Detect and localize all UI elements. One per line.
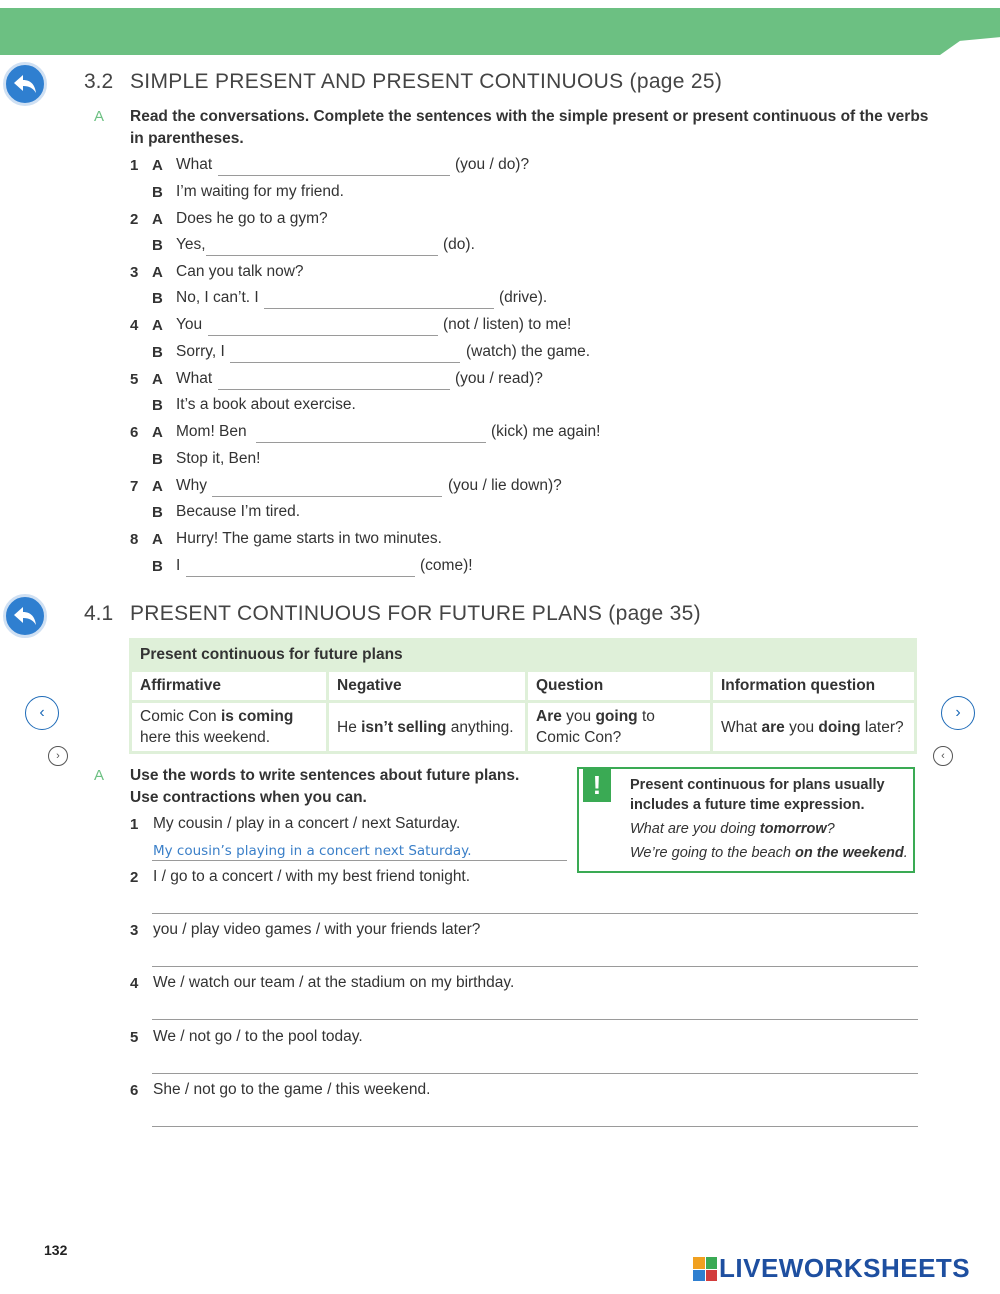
answer-blank[interactable] xyxy=(208,335,438,336)
table-cell-affirmative: Comic Con is coming here this weekend. xyxy=(132,703,326,751)
answer-line xyxy=(152,860,567,861)
line-text: Sorry, I xyxy=(176,343,225,360)
answer-line[interactable] xyxy=(152,1019,918,1020)
line-text: (come)! xyxy=(420,557,473,574)
speaker-a: A xyxy=(152,264,163,281)
prompt-text: We / not go / to the pool today. xyxy=(153,1028,363,1045)
speaker-b: B xyxy=(152,237,163,254)
exclamation-icon: ! xyxy=(583,768,611,802)
tip-example: What are you doing tomorrow? xyxy=(630,821,835,837)
item-number: 5 xyxy=(130,371,139,388)
item-number: 1 xyxy=(130,816,139,833)
section-number: 4.1 xyxy=(84,602,114,625)
answer-blank[interactable] xyxy=(212,496,442,497)
answer-blank[interactable] xyxy=(256,442,486,443)
exercise-letter: A xyxy=(94,767,105,784)
item-number: 7 xyxy=(130,478,139,495)
line-text: Why xyxy=(176,477,207,494)
answer-line[interactable] xyxy=(152,1073,918,1074)
answer-blank[interactable] xyxy=(206,255,438,256)
item-number: 3 xyxy=(130,922,139,939)
instruction: Use contractions when you can. xyxy=(130,789,367,806)
speaker-b: B xyxy=(152,397,163,414)
table-cell-negative: He isn’t selling anything. xyxy=(329,703,525,751)
line-text: (watch) the game. xyxy=(466,343,591,360)
exercise-letter: A xyxy=(94,108,105,125)
instruction: Use the words to write sentences about future plans. xyxy=(130,767,520,784)
item-number: 1 xyxy=(130,157,139,174)
prompt-text: We / watch our team / at the stadium on my birthday. xyxy=(153,974,515,991)
item-number: 4 xyxy=(130,317,139,334)
page-number: 132 xyxy=(44,1242,68,1258)
line-text: Because I’m tired. xyxy=(176,503,301,520)
line-text: (not / listen) to me! xyxy=(443,316,572,333)
section-number: 3.2 xyxy=(84,70,114,93)
speaker-b: B xyxy=(152,558,163,575)
speaker-b: B xyxy=(152,290,163,307)
item-number: 2 xyxy=(130,869,139,886)
answer-line[interactable] xyxy=(152,966,918,967)
line-text: Stop it, Ben! xyxy=(176,450,261,467)
line-text: I’m waiting for my friend. xyxy=(176,183,344,200)
line-text: I xyxy=(176,557,181,574)
speaker-b: B xyxy=(152,504,163,521)
table-cell-question: Are you going to Comic Con? xyxy=(528,703,710,751)
section-title: PRESENT CONTINUOUS FOR FUTURE PLANS (page 35) xyxy=(130,602,701,625)
speaker-b: B xyxy=(152,344,163,361)
speaker-b: B xyxy=(152,184,163,201)
line-text: Does he go to a gym? xyxy=(176,210,328,227)
speaker-a: A xyxy=(152,531,163,548)
line-text: (kick) me again! xyxy=(491,423,601,440)
item-number: 4 xyxy=(130,975,139,992)
line-text: It’s a book about exercise. xyxy=(176,396,356,413)
tip-example: We’re going to the beach on the weekend. xyxy=(630,845,908,861)
brand-name: LIVEWORKSHEETS xyxy=(719,1253,971,1283)
line-text: (you / do)? xyxy=(455,156,530,173)
speaker-b: B xyxy=(152,451,163,468)
line-text: Hurry! The game starts in two minutes. xyxy=(176,530,442,547)
speaker-a: A xyxy=(152,371,163,388)
speaker-a: A xyxy=(152,424,163,441)
answer-blank[interactable] xyxy=(218,389,450,390)
answer-blank[interactable] xyxy=(186,576,415,577)
table-cell-info-question: What are you doing later? xyxy=(713,703,914,751)
line-text: Mom! Ben xyxy=(176,423,247,440)
line-text: (you / lie down)? xyxy=(448,477,562,494)
tip-heading: includes a future time expression. xyxy=(630,797,865,813)
item-number: 8 xyxy=(130,531,139,548)
item-number: 5 xyxy=(130,1029,139,1046)
line-text: What xyxy=(176,370,213,387)
line-text: (do). xyxy=(443,236,475,253)
prompt-text: you / play video games / with your friends later? xyxy=(153,921,481,938)
speaker-a: A xyxy=(152,317,163,334)
speaker-a: A xyxy=(152,211,163,228)
chevron-left-icon[interactable]: ‹ xyxy=(25,696,59,730)
back-arrow-icon[interactable] xyxy=(3,62,47,106)
table-header: Information question xyxy=(713,672,914,700)
line-text: (you / read)? xyxy=(455,370,543,387)
back-arrow-icon[interactable] xyxy=(3,594,47,638)
speaker-a: A xyxy=(152,478,163,495)
grammar-table xyxy=(129,638,917,754)
line-text: What xyxy=(176,156,213,173)
item-number: 6 xyxy=(130,424,139,441)
line-text: Yes, xyxy=(176,236,206,253)
chevron-left-icon[interactable]: ‹ xyxy=(933,746,953,766)
line-text: No, I can’t. I xyxy=(176,289,259,306)
item-number: 3 xyxy=(130,264,139,281)
line-text: (drive). xyxy=(499,289,548,306)
prompt-text: I / go to a concert / with my best friend tonight. xyxy=(153,868,471,885)
item-number: 2 xyxy=(130,211,139,228)
header-bar xyxy=(0,8,1000,55)
chevron-right-icon[interactable]: › xyxy=(48,746,68,766)
answer-line[interactable] xyxy=(152,913,918,914)
section-title: SIMPLE PRESENT AND PRESENT CONTINUOUS (page 25) xyxy=(130,70,723,93)
answer-blank[interactable] xyxy=(264,308,494,309)
prompt-text: My cousin / play in a concert / next Saturday. xyxy=(153,815,461,832)
answer-blank[interactable] xyxy=(218,175,450,176)
chevron-right-icon[interactable]: › xyxy=(941,696,975,730)
table-header: Negative xyxy=(329,672,525,700)
item-number: 6 xyxy=(130,1082,139,1099)
liveworksheets-logo-icon xyxy=(693,1257,717,1281)
example-answer: My cousin’s playing in a concert next Saturday. xyxy=(153,843,472,859)
line-text: Can you talk now? xyxy=(176,263,304,280)
answer-line[interactable] xyxy=(152,1126,918,1127)
prompt-text: She / not go to the game / this weekend. xyxy=(153,1081,431,1098)
table-caption: Present continuous for future plans xyxy=(132,641,914,669)
line-text: You xyxy=(176,316,203,333)
table-header: Question xyxy=(528,672,710,700)
table-header: Affirmative xyxy=(132,672,326,700)
speaker-a: A xyxy=(152,157,163,174)
instruction: Read the conversations. Complete the sentences with the simple present or present continuous of the verbs in parentheses. xyxy=(130,108,929,147)
answer-blank[interactable] xyxy=(230,362,460,363)
tip-heading: Present continuous for plans usually xyxy=(630,777,885,793)
